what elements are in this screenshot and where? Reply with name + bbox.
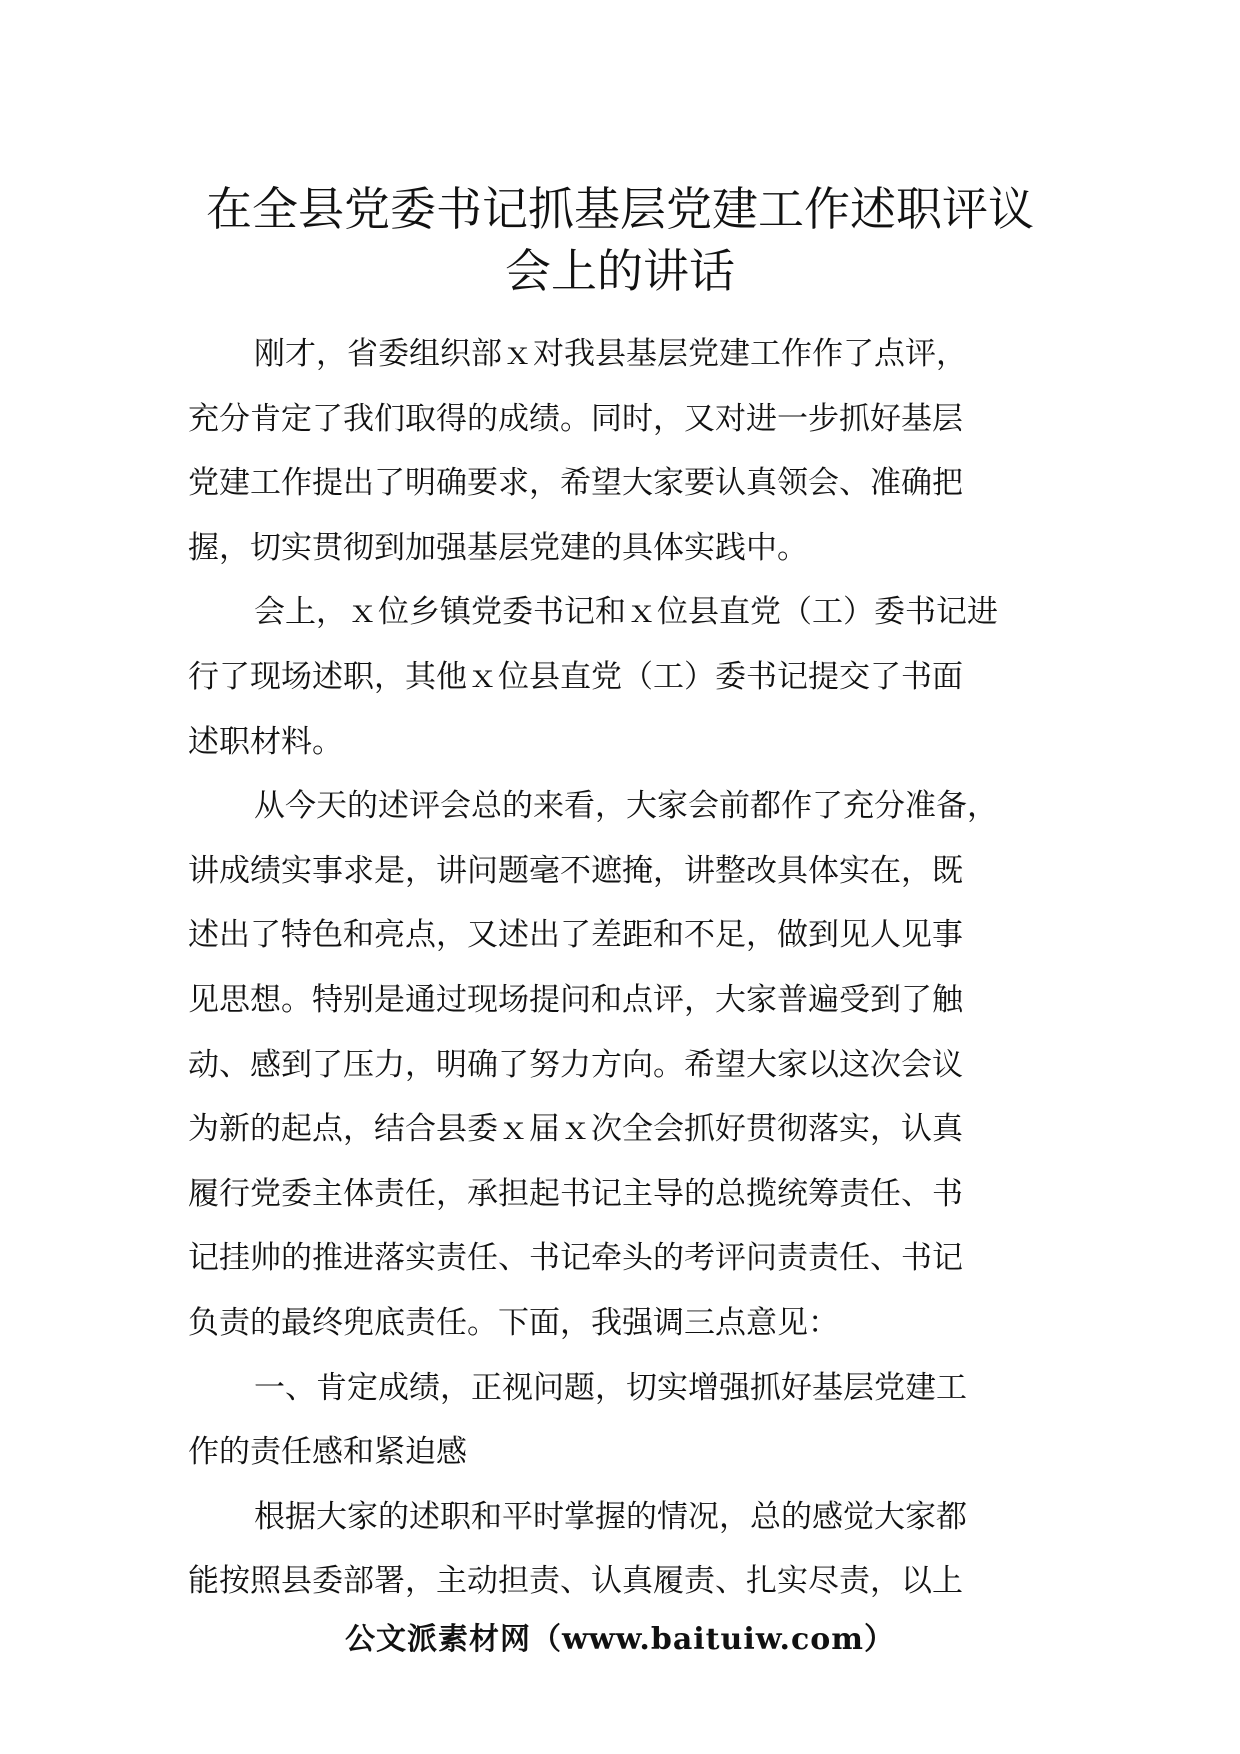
title-line-2: 会上的讲话 [505,244,735,298]
text-line: 能按照县委部署，主动担责、认真履责、扎实尽责，以上 [188,1563,963,1600]
text-line: 会上，ｘ位乡镇党委书记和ｘ位县直党（工）委书记进 [254,594,998,631]
text-line: 从今天的述评会总的来看，大家会前都作了充分准备， [254,788,998,825]
document-title [0,178,1240,302]
text-line: 刚才，省委组织部ｘ对我县基层党建工作作了点评， [254,336,967,372]
text-line: 记挂帅的推进落实责任、书记牵头的考评问责责任、书记 [188,1240,963,1277]
title-line-1: 在全县党委书记抓基层党建工作述职评议 [206,182,1034,236]
heading-line: 一、肯定成绩，正视问题，切实增强抓好基层党建工 [254,1369,967,1406]
paragraph-2 [188,580,1068,774]
text-line: 讲成绩实事求是，讲问题毫不遮掩，讲整改具体实在，既 [188,852,963,889]
text-line: 述职材料。 [188,723,343,760]
paragraph-3 [188,774,1068,1355]
text-line: 见思想。特别是通过现场提问和点评，大家普遍受到了触 [188,981,963,1018]
text-line: 根据大家的述职和平时掌握的情况，总的感觉大家都 [254,1498,967,1535]
text-line: 履行党委主体责任，承担起书记主导的总揽统筹责任、书 [188,1175,963,1212]
text-line: 行了现场述职，其他ｘ位县直党（工）委书记提交了书面 [188,658,963,695]
text-line: 为新的起点，结合县委ｘ届ｘ次全会抓好贯彻落实，认真 [188,1111,963,1148]
document-body [188,322,1068,1614]
text-line: 负责的最终兜底责任。下面，我强调三点意见： [188,1304,839,1341]
heading-line: 作的责任感和紧迫感 [188,1434,467,1471]
paragraph-5 [188,1485,1068,1614]
footer-watermark: 公文派素材网（www.baituiw.com） [344,1622,896,1657]
paragraph-1 [188,322,1068,580]
text-line: 述出了特色和亮点，又述出了差距和不足，做到见人见事 [188,917,963,954]
text-line: 握，切实贯彻到加强基层党建的具体实践中。 [188,529,808,566]
text-line: 动、感到了压力，明确了努力方向。希望大家以这次会议 [188,1046,963,1083]
text-line: 党建工作提出了明确要求，希望大家要认真领会、准确把 [188,465,963,502]
text-line: 充分肯定了我们取得的成绩。同时，又对进一步抓好基层 [188,400,963,437]
section-heading-1 [188,1356,1068,1485]
